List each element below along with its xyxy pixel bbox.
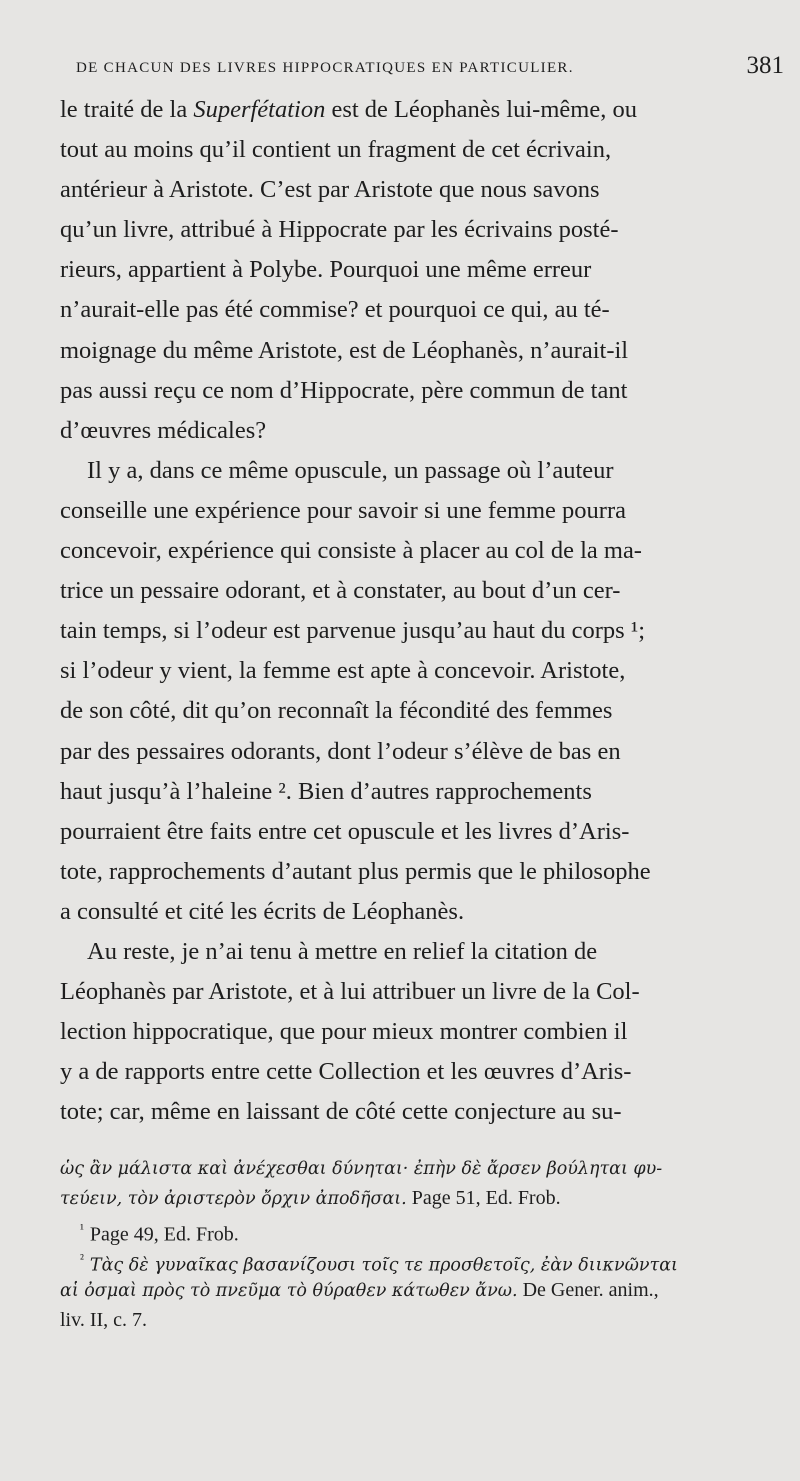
greek-quote: Τὰς δὲ γυναῖκας βασανίζουσι τοῖς τε προσθετοῖς, ἐὰν διικνῶνται <box>89 1255 678 1276</box>
greek-quote: τεύειν, τὸν ἀριστερὸν ὄρχιν ἀποδῆσαι. <box>60 1189 407 1210</box>
text-line: Il y a, dans ce même opuscule, un passage où l’auteur <box>87 456 614 484</box>
text-line: haut jusqu’à l’haleine ². Bien d’autres rapprochements <box>60 777 592 805</box>
text-line: a consulté et cité les écrits de Léophanès. <box>60 897 465 925</box>
text-line: pourraient être faits entre cet opuscule et les livres d’Aris- <box>60 817 630 845</box>
footnote-2-continuation <box>60 1275 785 1305</box>
text-line: antérieur à Aristote. C’est par Aristote que nous savons <box>60 176 600 204</box>
text-line: tain temps, si l’odeur est parvenue jusqu’au haut du corps ¹; <box>60 617 645 645</box>
text-line: conseille une expérience pour savoir si une femme pourra <box>60 496 627 524</box>
footnote-reference: De Gener. anim., <box>517 1278 659 1301</box>
footnote-1 <box>60 1214 785 1244</box>
page-number: 381 <box>746 52 784 79</box>
text-line: Léophanès par Aristote, et à lui attribuer un livre de la Col- <box>60 978 640 1006</box>
footnotes <box>60 1153 785 1335</box>
text-line: lection hippocratique, que pour mieux montrer combien il <box>60 1018 628 1046</box>
text-line: rieurs, appartient à Polybe. Pourquoi une même erreur <box>60 256 592 284</box>
footnote-text: Page 49, Ed. Frob. <box>89 1223 239 1246</box>
greek-quote: ὡς ἂν μάλιστα καὶ ἀνέχεσθαι δύνηται· ἐπὴν δὲ ἄρσεν βούληται φυ- <box>60 1159 663 1179</box>
footnote-2-continuation <box>60 1305 785 1335</box>
text-line: de son côté, dit qu’on reconnaît la fécondité des femmes <box>60 697 613 725</box>
text-line: moignage du même Aristote, est de Léophanès, n’aurait-il <box>60 336 629 364</box>
text-line: tout au moins qu’il contient un fragment de cet écrivain, <box>60 136 612 164</box>
body-text <box>60 90 785 1132</box>
text-line: y a de rapports entre cette Collection et les œuvres d’Aris- <box>60 1058 632 1086</box>
footnote-2 <box>60 1244 785 1274</box>
footnote-reference: liv. II, c. 7. <box>60 1308 148 1331</box>
running-title: DE CHACUN DES LIVRES HIPPOCRATIQUES EN PARTICULIER. <box>76 60 574 76</box>
text-line: tote; car, même en laissant de côté cette conjecture au su- <box>60 1098 622 1126</box>
text-line: si l’odeur y vient, la femme est apte à concevoir. Aristote, <box>60 657 626 685</box>
footnote-continuation-line <box>60 1183 785 1213</box>
footnote-marker: ² <box>80 1251 84 1267</box>
text-line: pas aussi reçu ce nom d’Hippocrate, père commun de tant <box>60 376 628 404</box>
footnote-reference: Page 51, Ed. Frob. <box>406 1187 561 1210</box>
running-head <box>76 50 784 86</box>
text-segment: le traité de la <box>60 96 194 123</box>
text-segment: est de Léophanès lui-même, ou <box>325 96 637 123</box>
footnote-marker: ¹ <box>80 1220 84 1236</box>
text-line: par des pessaires odorants, dont l’odeur s’élève de bas en <box>60 737 621 765</box>
italic-title: Superfétation <box>193 96 326 123</box>
text-line: Au reste, je n’ai tenu à mettre en relief la citation de <box>87 937 598 965</box>
greek-quote: αἱ ὀσμαὶ πρὸς τὸ πνεῦμα τὸ θύραθεν κάτωθεν ἄνω. <box>60 1280 518 1301</box>
text-line: qu’un livre, attribué à Hippocrate par les écrivains posté- <box>60 216 619 244</box>
text-line <box>60 90 785 130</box>
text-line: trice un pessaire odorant, et à constater, au bout d’un cer- <box>60 577 621 605</box>
text-line: tote, rapprochements d’autant plus permis que le philosophe <box>60 857 651 885</box>
text-line: concevoir, expérience qui consiste à placer au col de la ma- <box>60 537 642 565</box>
text-line: n’aurait-elle pas été commise? et pourquoi ce qui, au té- <box>60 296 610 324</box>
footnote-continuation-line <box>60 1153 785 1183</box>
text-line: d’œuvres médicales? <box>60 416 267 444</box>
